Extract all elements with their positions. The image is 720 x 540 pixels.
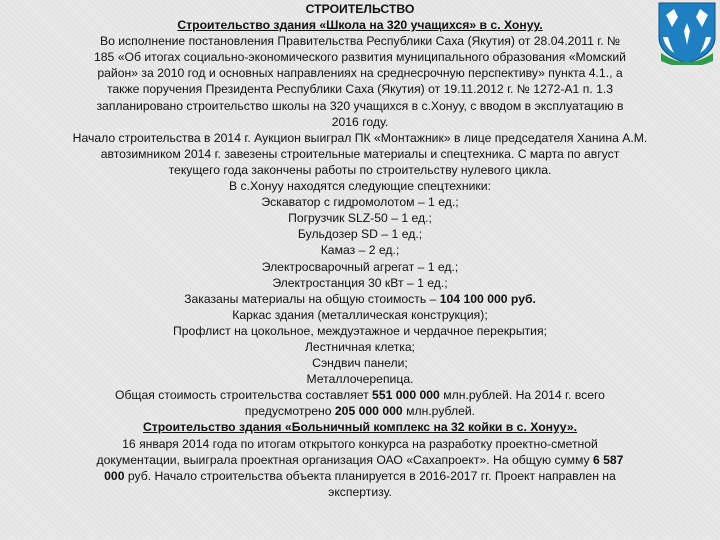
text-span: руб. Начало строительства объекта планируется в 2016-2017 гг. Проект направлен на xyxy=(124,468,616,483)
coat-of-arms-icon xyxy=(656,1,718,65)
equipment-item: Бульдозер SD – 1 ед.; xyxy=(297,227,423,242)
text-line: запланировано строительство школы на 320 учащихся в с.Хонуу, с вводом в эксплуатацию в xyxy=(96,98,624,113)
equipment-item: Погрузчик SLZ-50 – 1 ед.; xyxy=(288,211,432,226)
material-item: Лестничная клетка; xyxy=(304,339,416,354)
text-line: автозимником 2014 г. завезены строительные материалы и спецтехника. С марта по август xyxy=(100,146,620,161)
text-line xyxy=(0,468,720,484)
text-span: Заказаны материалы на общую стоимость – xyxy=(184,291,440,306)
materials-cost-line xyxy=(0,291,720,307)
text-span: документации, выиграла проектная организация ОАО «Сахапроект». На общую сумму xyxy=(96,452,593,467)
text-line: экспертизу. xyxy=(328,484,392,499)
text-line: также поручения Президента Республики Саха (Якутия) от 19.11.2012 г. № 1272-А1 п. 1.3 xyxy=(106,82,614,97)
text-line: В с.Хонуу находятся следующие спецтехники: xyxy=(229,179,491,194)
project-cost-value: 000 xyxy=(104,468,125,483)
text-line xyxy=(0,452,720,468)
text-line: Во исполнение постановления Правительства Республики Саха (Якутия) от 28.04.2011 г. № xyxy=(99,34,621,49)
text-line: Начало строительства в 2014 г. Аукцион выиграл ПК «Монтажник» в лице председателя Ханина А.М. xyxy=(72,130,648,145)
equipment-item: Камаз – 2 ед.; xyxy=(320,243,400,258)
hospital-section-heading: Строительство здания «Больничный комплекс на 32 койки в с. Хонуу». xyxy=(142,420,578,435)
material-item: Металлочерепица. xyxy=(306,372,414,387)
text-span: млн.рублей. xyxy=(402,404,476,419)
planned-cost-value: 205 000 000 xyxy=(334,404,403,419)
equipment-item: Эскаватор с гидромолотом – 1 ед.; xyxy=(261,195,459,210)
page-title: СТРОИТЕЛЬСТВО xyxy=(305,2,415,16)
text-span: млн.рублей. На 2014 г. всего xyxy=(439,388,605,403)
material-item: Сэндвич панели; xyxy=(312,356,408,371)
total-cost-line xyxy=(0,387,720,403)
total-cost-value: 551 000 000 xyxy=(372,388,440,403)
equipment-item: Электросварочный агрегат – 1 ед.; xyxy=(261,259,459,274)
school-section-heading: Строительство здания «Школа на 320 учащихся» в с. Хонуу. xyxy=(177,18,543,33)
text-span: предусмотрено xyxy=(244,404,335,419)
text-line: текущего года закончены работы по строительству нулевого цикла. xyxy=(168,162,552,177)
text-line: район» за 2010 год и основных направлениях на среднесрочную перспективу» пункта 4.1., а xyxy=(97,66,623,81)
equipment-item: Электростанция 30 кВт – 1 ед.; xyxy=(272,275,448,290)
material-item: Профлист на цокольное, междуэтажное и чердачное перекрытия; xyxy=(173,323,547,338)
text-span: Общая стоимость строительства составляет xyxy=(115,388,373,403)
text-line: 16 января 2014 года по итогам открытого конкурса на разработку проектно-сметной xyxy=(122,436,598,451)
text-line: 185 «Об итогах социально-экономического развития муниципального образования «Момский xyxy=(94,50,626,65)
project-cost-value: 6 587 xyxy=(592,452,624,467)
text-line: 2016 году. xyxy=(331,114,389,129)
material-item: Каркас здания (металлическая конструкция); xyxy=(232,307,488,322)
materials-cost-value: 104 100 000 руб. xyxy=(439,291,536,306)
planned-cost-line xyxy=(0,403,720,419)
